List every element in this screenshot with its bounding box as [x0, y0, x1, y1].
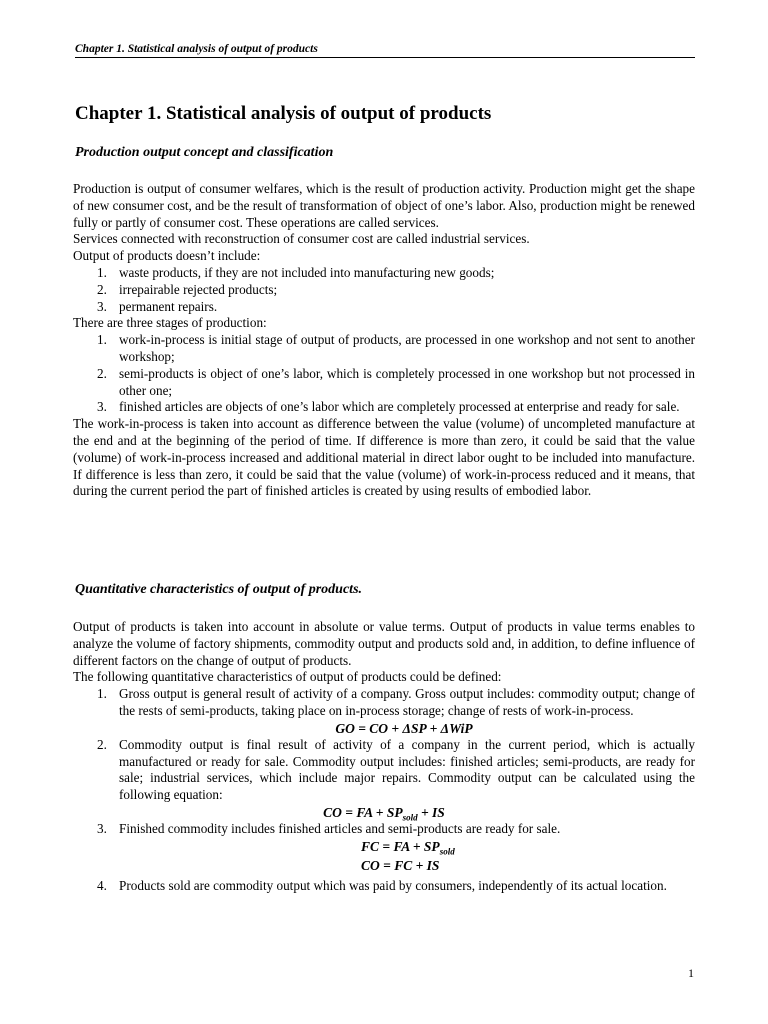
- list-item: [73, 265, 695, 282]
- list-number: 2.: [97, 736, 107, 752]
- equation-finished-commodity: [73, 838, 695, 855]
- excluded-list: [73, 265, 695, 315]
- list-number: 1.: [97, 686, 107, 702]
- equation-subscript: sold: [439, 846, 455, 857]
- list-number: 3.: [97, 298, 107, 314]
- list-item-text: Finished commodity includes finished articles and semi-products are ready for sale.: [119, 820, 561, 836]
- equation-part: CO = FA + SP: [323, 804, 403, 820]
- page-number: 1: [688, 966, 694, 980]
- paragraph: Output of products is taken into account in absolute or value terms. Output of products in value terms enables to analyze the volume of factory shipments, commodity output and products sold and, in addition, to define influence of different factors on the change of output of products.: [73, 619, 695, 668]
- list-item-text: work-in-process is initial stage of output of products, are processed in one workshop and not sent to another workshop;: [119, 332, 695, 364]
- list-number: 2.: [97, 365, 107, 381]
- equation-subscript: sold: [402, 812, 418, 823]
- list-item: [73, 282, 695, 299]
- list-item: [73, 332, 695, 366]
- equation-gross-output: GO = CO + ΔSP + ΔWiP: [335, 720, 473, 736]
- list-item-text: Products sold are commodity output which was paid by consumers, independently of its actual location.: [119, 877, 667, 893]
- chapter-title: Chapter 1. Statistical analysis of output of products: [75, 103, 492, 124]
- characteristics-list: [73, 878, 695, 895]
- paragraph: Services connected with reconstruction of consumer cost are called industrial services.: [73, 231, 530, 247]
- running-header: Chapter 1. Statistical analysis of output of products: [75, 43, 695, 58]
- section-heading-quantitative: Quantitative characteristics of output of products.: [75, 582, 363, 597]
- list-item-text: irrepairable rejected products;: [119, 281, 278, 297]
- list-number: 2.: [97, 281, 107, 297]
- equation-part: + IS: [417, 804, 445, 820]
- characteristics-list: [73, 686, 695, 720]
- paragraph: There are three stages of production:: [73, 315, 267, 331]
- section-production-concept-body: [73, 181, 695, 500]
- list-item-text: semi-products is object of one’s labor, which is completely processed in one workshop but not processed in other one;: [119, 365, 695, 398]
- list-item-text: Commodity output is final result of activity of a company in the current period, which is actually manufactured or ready for sale. Commodity output includes: finished articles; semi-products, are ready for sale; industrial services, which include major repairs. Commodity output can be calculated using the following equation:: [119, 736, 695, 803]
- section-quantitative-body: [73, 619, 695, 895]
- list-item: [73, 399, 695, 416]
- equation-part: FC = FA + SP: [361, 838, 440, 854]
- list-item: [73, 366, 695, 400]
- characteristics-list: [73, 821, 695, 838]
- list-item: [73, 299, 695, 316]
- equation-commodity-output: [73, 804, 695, 821]
- section-heading-production-concept: Production output concept and classification: [75, 145, 334, 160]
- list-item: [73, 686, 695, 720]
- list-item: [73, 878, 695, 895]
- paragraph: Output of products doesn’t include:: [73, 248, 261, 264]
- list-item: [73, 737, 695, 804]
- list-item: [73, 821, 695, 838]
- stages-list: [73, 332, 695, 416]
- list-number: 3.: [97, 820, 107, 836]
- list-number: 1.: [97, 332, 107, 348]
- paragraph: The following quantitative characteristics of output of products could be defined:: [73, 669, 502, 685]
- list-number: 3.: [97, 399, 107, 415]
- list-number: 4.: [97, 877, 107, 893]
- equation-commodity-output-2: CO = FC + IS: [361, 857, 440, 873]
- paragraph: Production is output of consumer welfares, which is the result of production activity. Production might get the shape of new consumer cost, and be the result of transformation of object of one’s labor. Also, production might be renewed fully or partly of consumer cost. These operations are called services.: [73, 181, 695, 230]
- list-item-text: Gross output is general result of activity of a company. Gross output includes: commodity output; change of the rests of semi-products, taking place on in-process storage; change of rests of work-in-process.: [119, 686, 695, 718]
- list-item-text: permanent repairs.: [119, 298, 218, 314]
- paragraph: The work-in-process is taken into account as difference between the value (volume) of uncompleted manufacture at the end and at the beginning of the period of time. If difference is more than zero, it could be said that the value (volume) of work-in-process increased and additional material in direct labor ought to be included into manufacture. If difference is less than zero, it could be said that the value (volume) of work-in-process reduced and it means, that during the current period the part of finished articles is created by using results of embodied labor.: [73, 416, 695, 499]
- list-item-text: waste products, if they are not included into manufacturing new goods;: [119, 264, 495, 280]
- characteristics-list: [73, 737, 695, 804]
- list-item-text: finished articles are objects of one’s labor which are completely processed at enterprise and ready for sale.: [119, 399, 680, 415]
- list-number: 1.: [97, 264, 107, 280]
